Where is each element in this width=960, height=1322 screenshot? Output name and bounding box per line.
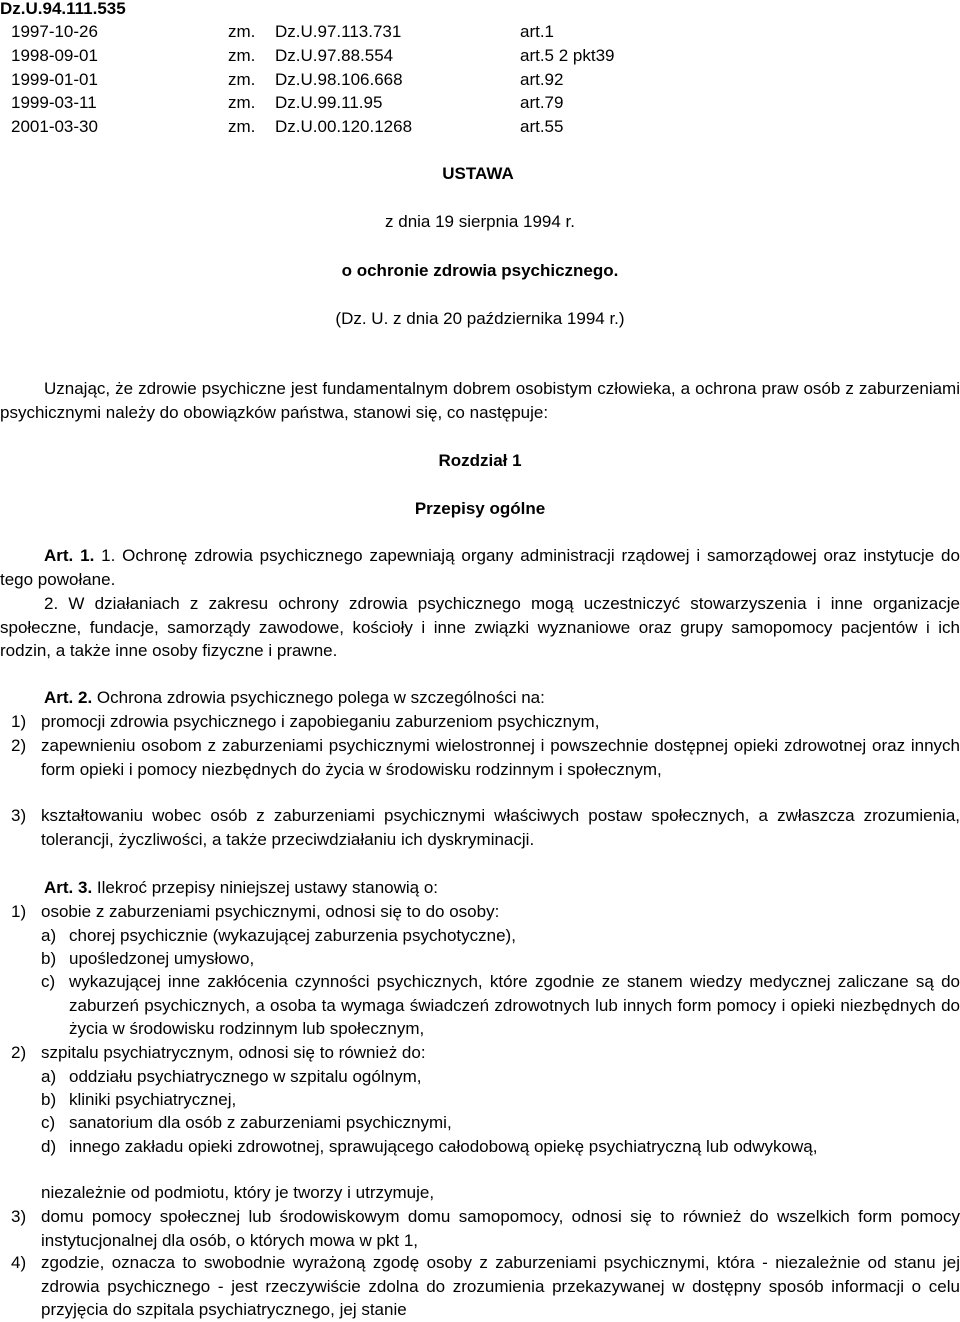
amendment-art: art.79 bbox=[520, 93, 564, 112]
article-3-subitem bbox=[0, 924, 960, 948]
subitem-letter: b) bbox=[41, 949, 57, 968]
chapter-name: Przepisy ogólne bbox=[414, 499, 546, 518]
item-number: 1) bbox=[11, 902, 27, 921]
article-1-para-2: 2. W działaniach z zakresu ochrony zdrowia psychicznego mogą uczestniczyć stowarzyszenia i inne organizacje społeczne, fundacje, samorządy zawodowe, kościoły i inne związki wyznaniowe oraz grupy samopomocy pacjentów i ich rodzin, a także inne osoby fizyczne i prawne. bbox=[0, 594, 960, 661]
subitem-letter: c) bbox=[41, 972, 56, 991]
act-type-heading: USTAWA bbox=[442, 164, 514, 183]
article-3-item bbox=[0, 900, 960, 924]
article-3-item bbox=[0, 1251, 960, 1322]
item-text: zapewnieniu osobom z zaburzeniami psychicznymi wielostronnej i powszechnie dostępnej opieki zdrowotnej oraz innych form opieki i pomocy niezbędnych do życia w środowisku rodzinnym i społecznym, bbox=[41, 736, 960, 779]
article-2-intro-text: Ochrona zdrowia psychicznego polega w szczególności na: bbox=[96, 688, 545, 707]
article-2-item bbox=[0, 710, 960, 734]
article-3-subitem bbox=[0, 1065, 960, 1089]
amendment-row bbox=[0, 68, 960, 92]
item-number: 3) bbox=[11, 806, 27, 825]
article-3-intro-text: Ilekroć przepisy niniejszej ustawy stanowią o: bbox=[96, 878, 439, 897]
item-number: 3) bbox=[11, 1207, 27, 1226]
subitem-text: upośledzonej umysłowo, bbox=[69, 949, 255, 968]
article-3-item bbox=[0, 1041, 960, 1065]
amendment-date: 1997-10-26 bbox=[11, 22, 98, 41]
amendment-row bbox=[0, 91, 960, 115]
amendment-date: 2001-03-30 bbox=[11, 117, 98, 136]
subitem-letter: b) bbox=[41, 1090, 57, 1109]
subitem-text: chorej psychicznie (wykazującej zaburzenia psychotyczne), bbox=[69, 926, 516, 945]
article-3-label: Art. 3. bbox=[44, 878, 93, 897]
article-3-subitem bbox=[0, 947, 960, 971]
article-3-subitem bbox=[0, 1135, 960, 1159]
item-text: kształtowaniu wobec osób z zaburzeniami psychicznymi właściwych postaw społecznych, a zwłaszcza zrozumienia, tolerancji, życzliwości, a także przeciwdziałaniu ich dyskryminacji. bbox=[41, 806, 960, 849]
item-text: szpitalu psychiatrycznym, odnosi się to również do: bbox=[41, 1043, 426, 1062]
article-1-para-1-text: 1. Ochronę zdrowia psychicznego zapewniają organy administracji rządowej i samorządowej oraz instytucje do tego powołane. bbox=[0, 546, 960, 589]
subitem-text: wykazującej inne zakłócenia czynności psychicznych, które zgodnie ze stanem wiedzy medycznej zaliczane są do zaburzeń psychicznych, a osoba ta wymaga świadczeń zdrowotnych lub innych form pomocy i opieki niezbędnych do życia w środowisku rodzinnym lub społecznym, bbox=[69, 972, 960, 1039]
subitem-letter: c) bbox=[41, 1113, 56, 1132]
amendment-zm: zm. bbox=[228, 22, 256, 41]
article-2-label: Art. 2. bbox=[44, 688, 93, 707]
item-number: 1) bbox=[11, 712, 27, 731]
article-2-item bbox=[0, 734, 960, 781]
amendment-art: art.55 bbox=[520, 117, 564, 136]
subitem-letter: a) bbox=[41, 1067, 57, 1086]
subitem-text: oddziału psychiatrycznego w szpitalu ogólnym, bbox=[69, 1067, 422, 1086]
item-text: domu pomocy społecznej lub środowiskowym domu samopomocy, odnosi się to również do wszelkich form pomocy instytucjonalnej dla osób, o których mowa w pkt 1, bbox=[41, 1207, 960, 1250]
act-date: z dnia 19 sierpnia 1994 r. bbox=[385, 212, 575, 231]
act-subject: o ochronie zdrowia psychicznego. bbox=[341, 261, 619, 280]
amendment-zm: zm. bbox=[228, 70, 256, 89]
amendment-row bbox=[0, 20, 960, 44]
article-3-subitem bbox=[0, 1111, 960, 1135]
item-text: promocji zdrowia psychicznego i zapobieganiu zaburzeniom psychicznym, bbox=[41, 712, 600, 731]
article-3-intro bbox=[0, 876, 960, 900]
amendment-art: art.92 bbox=[520, 70, 564, 89]
article-2-intro bbox=[0, 686, 960, 710]
subitem-text: innego zakładu opieki zdrowotnej, sprawującego całodobową opiekę psychiatryczną lub odwykową, bbox=[69, 1137, 818, 1156]
document-reference: Dz.U.94.111.535 bbox=[0, 0, 126, 18]
item-number: 2) bbox=[11, 1043, 27, 1062]
amendment-row bbox=[0, 115, 960, 139]
amendment-ref: Dz.U.98.106.668 bbox=[275, 70, 403, 89]
amendment-ref: Dz.U.97.113.731 bbox=[275, 22, 402, 41]
item-number: 4) bbox=[11, 1253, 27, 1272]
chapter-label: Rozdział 1 bbox=[438, 451, 522, 470]
subitem-text: sanatorium dla osób z zaburzeniami psychicznymi, bbox=[69, 1113, 452, 1132]
amendment-ref: Dz.U.97.88.554 bbox=[275, 46, 394, 65]
article-3-item-2-tail: niezależnie od podmiotu, który je tworzy i utrzymuje, bbox=[41, 1183, 435, 1202]
article-3-subitem bbox=[0, 970, 960, 1041]
amendment-art: art.1 bbox=[520, 22, 555, 41]
amendment-zm: zm. bbox=[228, 46, 256, 65]
amendment-date: 1999-01-01 bbox=[11, 70, 98, 89]
article-2-item bbox=[0, 804, 960, 851]
item-number: 2) bbox=[11, 736, 27, 755]
article-1-para-1 bbox=[0, 544, 960, 591]
amendment-row bbox=[0, 44, 960, 68]
amendment-ref: Dz.U.99.11.95 bbox=[275, 93, 383, 112]
item-text: osobie z zaburzeniami psychicznymi, odnosi się to do osoby: bbox=[41, 902, 500, 921]
article-1-label: Art. 1. bbox=[44, 546, 95, 565]
article-3-item bbox=[0, 1205, 960, 1252]
amendment-ref: Dz.U.00.120.1268 bbox=[275, 117, 413, 136]
amendment-zm: zm. bbox=[228, 117, 256, 136]
subitem-text: kliniki psychiatrycznej, bbox=[69, 1090, 237, 1109]
subitem-letter: a) bbox=[41, 926, 57, 945]
journal-reference: (Dz. U. z dnia 20 października 1994 r.) bbox=[335, 309, 625, 328]
preamble: Uznając, że zdrowie psychiczne jest fundamentalnym dobrem osobistym człowieka, a ochrona praw osób z zaburzeniami psychicznymi należy do obowiązków państwa, stanowi się, co następuje: bbox=[0, 379, 960, 422]
article-3-subitem bbox=[0, 1088, 960, 1112]
item-text: zgodzie, oznacza to swobodnie wyrażoną zgodę osoby z zaburzeniami psychicznymi, która - niezależnie od stanu jej zdrowia psychicznego - jest rzeczywiście zdolna do zrozumienia przekazywanej w dostępny sposób informacji o celu przyjęcia do szpitala psychiatrycznego, jej stanie bbox=[41, 1253, 960, 1320]
subitem-letter: d) bbox=[41, 1137, 57, 1156]
amendment-date: 1999-03-11 bbox=[11, 93, 97, 112]
amendment-date: 1998-09-01 bbox=[11, 46, 98, 65]
amendment-art: art.5 2 pkt39 bbox=[520, 46, 615, 65]
amendment-zm: zm. bbox=[228, 93, 256, 112]
